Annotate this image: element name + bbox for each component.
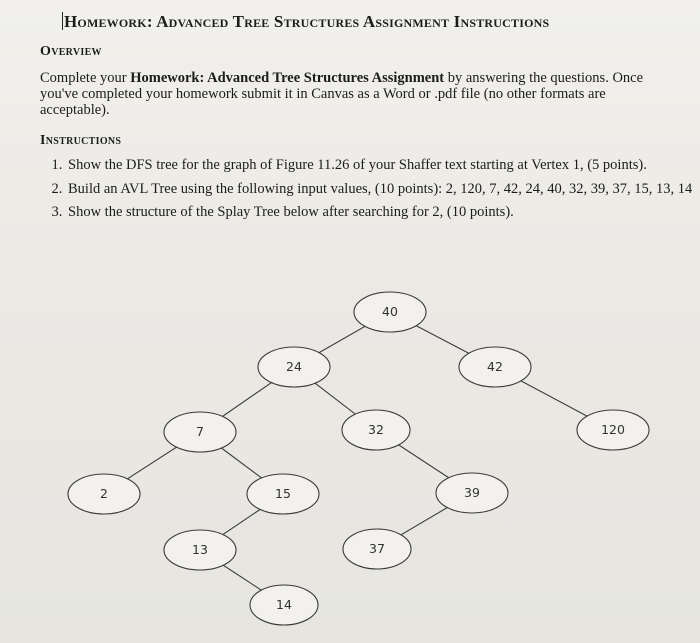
assignment-name: Homework: Advanced Tree Structures Assignment [130,70,445,86]
overview-paragraph: Complete your Homework: Advanced Tree Structures Assignment by answering the questions. Once you've completed your homework submit it in Canvas as a Word or .pdf file (no other formats are acceptable). [40,70,644,118]
instructions-heading: Instructions [40,133,122,148]
node-label-7: 7 [196,424,204,439]
node-label-39: 39 [464,485,480,500]
node-label-13: 13 [192,542,208,557]
node-label-24: 24 [286,359,302,374]
node-label-40: 40 [382,304,398,319]
node-label-120: 120 [601,422,625,437]
instruction-item-3: 3. Show the structure of the Splay Tree below after searching for 2, (10 points). [66,204,700,221]
instruction-item-1: 1. Show the DFS tree for the graph of Figure 11.26 of your Shaffer text starting at Vertex 1, (5 points). [66,157,700,174]
node-label-15: 15 [275,486,291,501]
node-label-32: 32 [368,422,384,437]
document-title: Homework: Advanced Tree Structures Assignment Instructions [64,12,550,31]
instruction-item-2: 2. Build an AVL Tree using the following input values, (10 points): 2, 120, 7, 42, 24, 40, 32, 39, 37, 15, 13, 14 [66,181,700,198]
node-label-2: 2 [100,486,108,501]
overview-heading: Overview [40,44,102,59]
node-label-37: 37 [369,541,385,556]
node-label-14: 14 [276,597,292,612]
node-label-42: 42 [487,359,503,374]
tree-nodes [68,292,649,625]
